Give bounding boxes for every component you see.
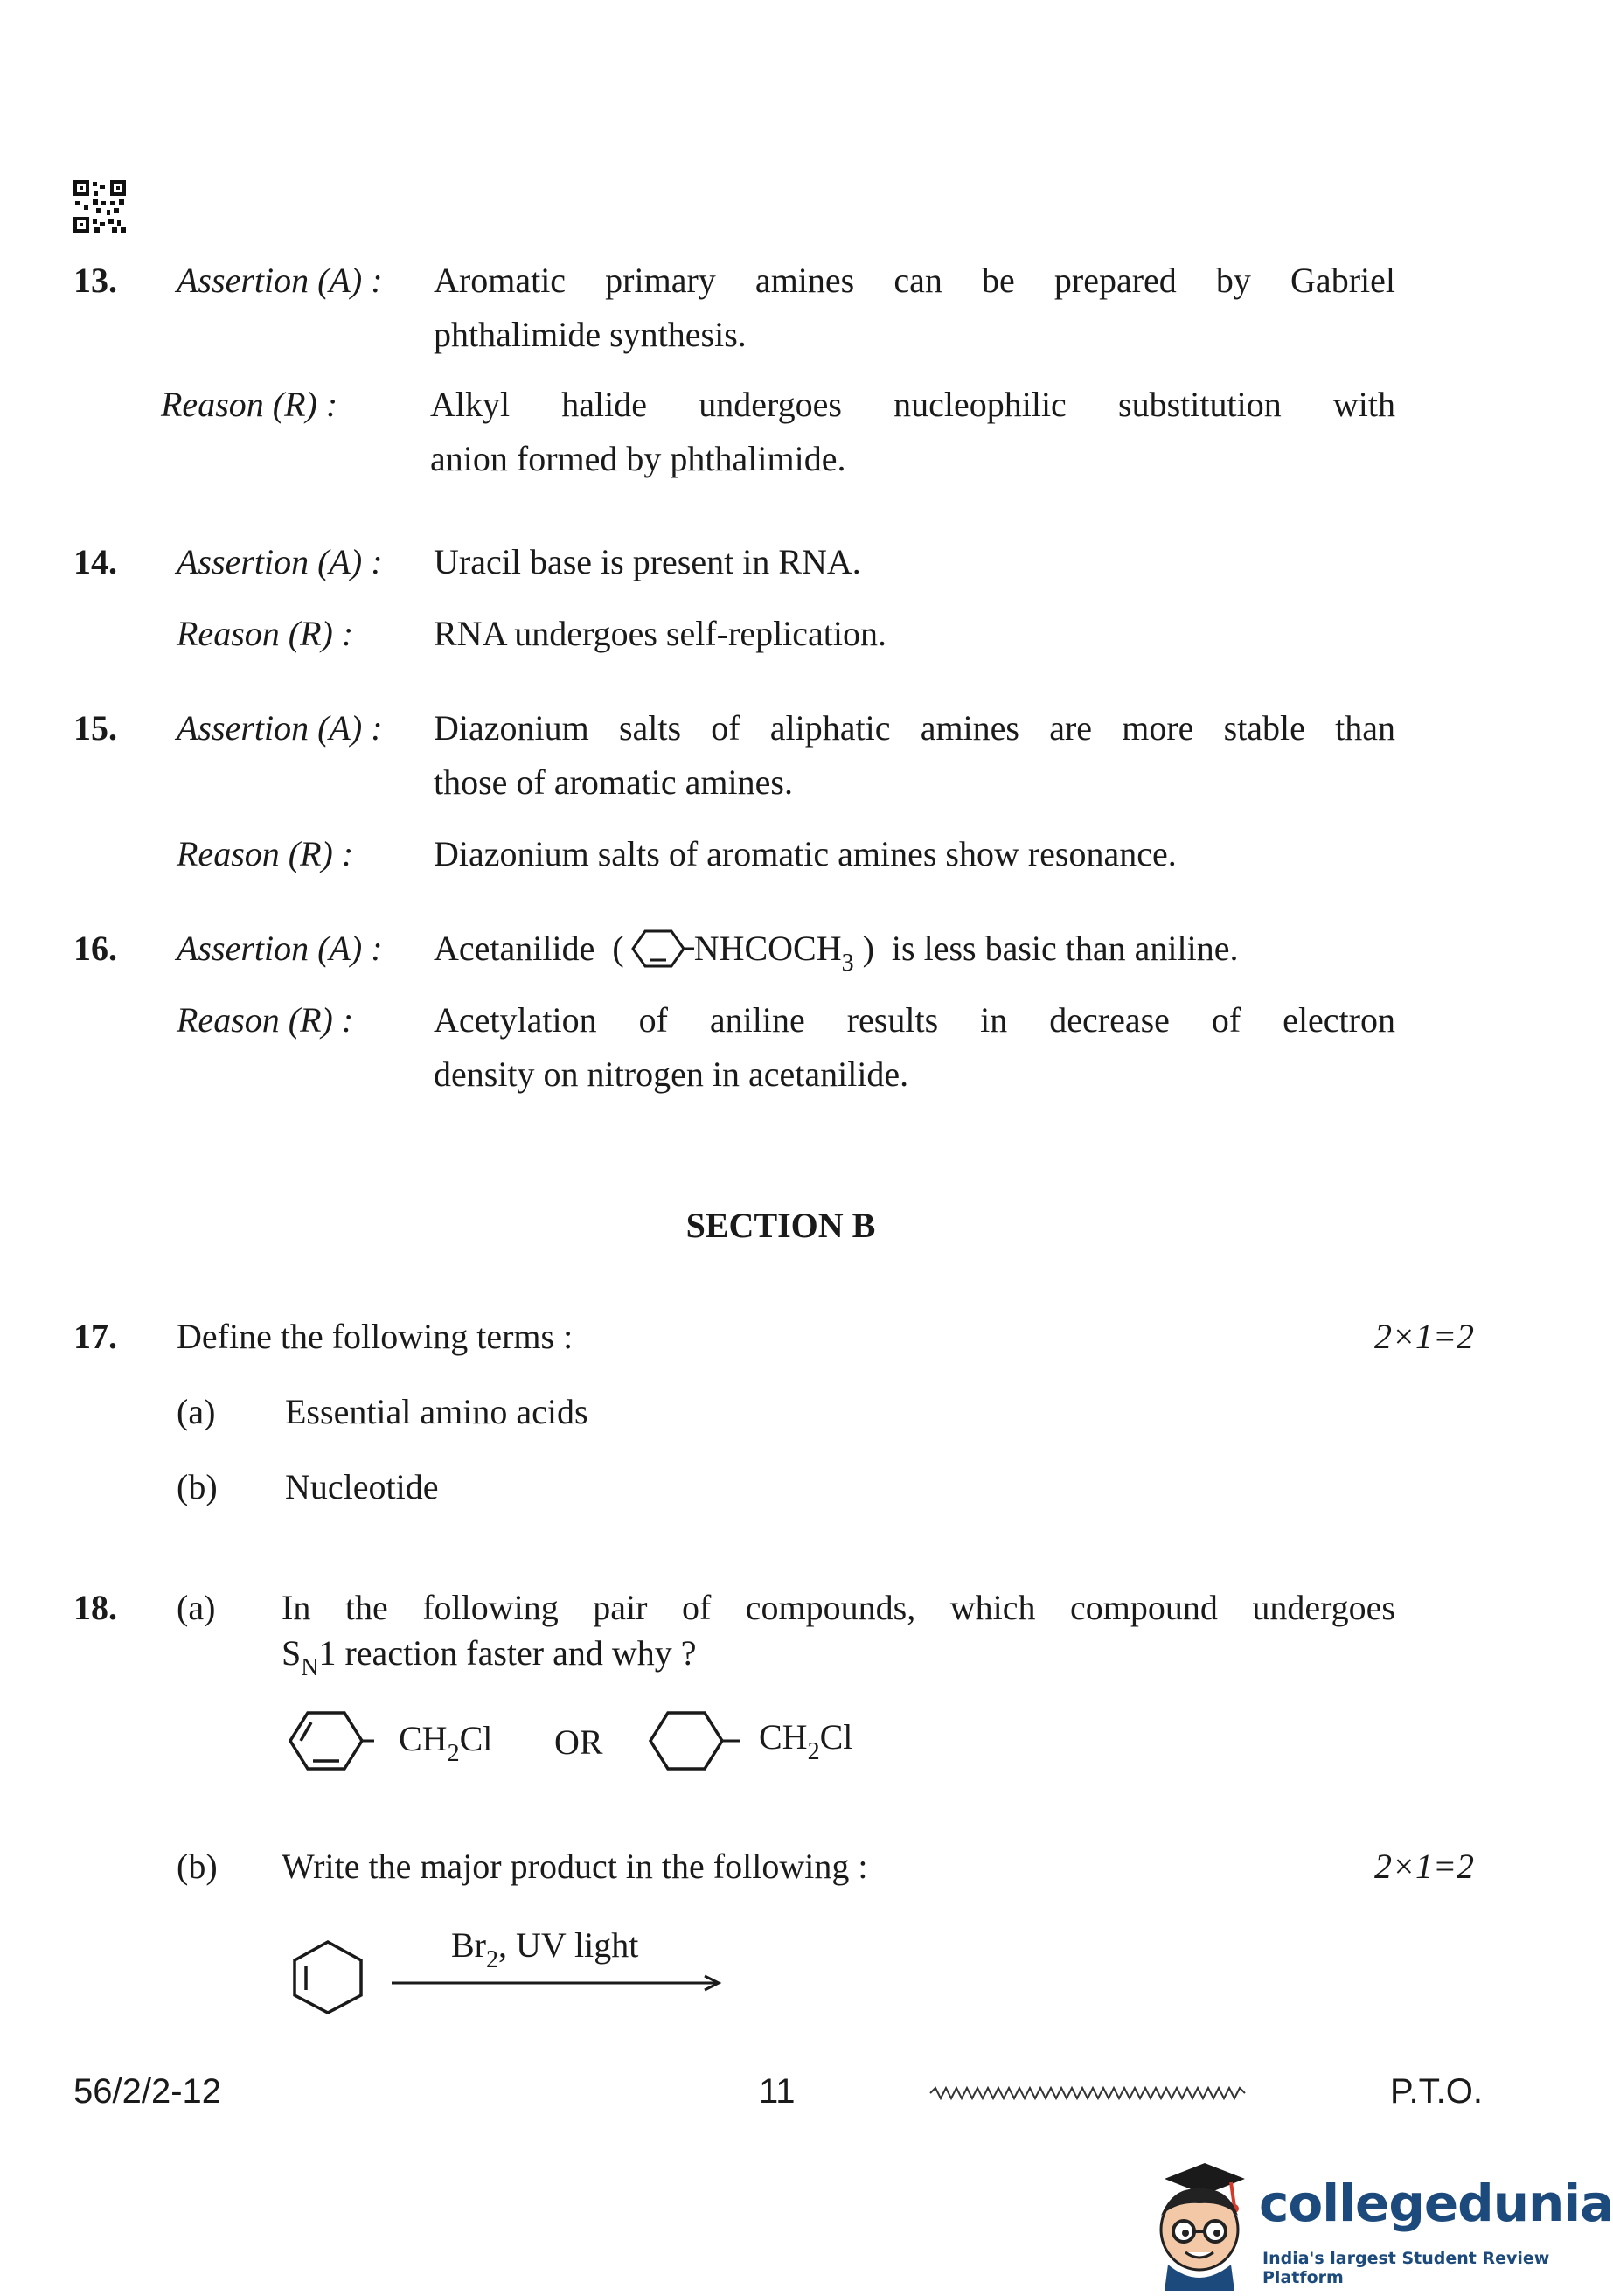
compound-2-subscript: 2 [807, 1738, 820, 1765]
assertion-text: Uracil base is present in RNA. [434, 542, 861, 581]
sn-subscript: N [301, 1654, 319, 1681]
question-text: In the following pair of compounds, which compound undergoes [282, 1588, 1395, 1627]
reagent-br: Br [451, 1925, 486, 1965]
compound-2-ch: CH [759, 1717, 808, 1757]
compound-1-cl: Cl [459, 1719, 493, 1758]
assertion-text: Aromatic primary amines can be prepared by Gabriel [434, 261, 1395, 300]
question-number: 16. [73, 929, 117, 968]
option-label: (b) [177, 1467, 218, 1506]
benzene-ring-icon [633, 929, 694, 969]
question-number: 13. [73, 261, 117, 300]
question-text-cont [282, 1626, 697, 1685]
option-label: (a) [177, 1588, 216, 1627]
assertion-text [434, 922, 1239, 980]
or-text: OR [554, 1722, 603, 1762]
reason-text: Alkyl halide undergoes nucleophilic substitution with [430, 385, 1395, 424]
watermark-tagline: India's largest Student Review Platform [1262, 2249, 1550, 2287]
reason-label: Reason (R) : [177, 834, 354, 873]
sn-rest: 1 reaction faster and why ? [318, 1633, 697, 1673]
reaction-arrow-icon [392, 1972, 724, 1993]
option-label: (b) [177, 1847, 218, 1886]
option-text: Essential amino acids [285, 1392, 588, 1431]
assertion-label: Assertion (A) : [177, 542, 383, 581]
watermark-brand: collegedunia [1259, 2174, 1613, 2233]
cyclohexane-ring-icon [650, 1710, 740, 1771]
mascot-logo-icon [1147, 2160, 1252, 2291]
acetanilide-group-subscript: 3 [841, 950, 854, 977]
reason-label: Reason (R) : [161, 385, 338, 424]
benzene-ring-icon [290, 1710, 374, 1771]
question-text: Write the major product in the following : [282, 1847, 868, 1886]
assertion-text: Diazonium salts of aliphatic amines are more stable than [434, 708, 1395, 748]
option-text: Nucleotide [285, 1467, 439, 1506]
assertion-label: Assertion (A) : [177, 929, 383, 968]
question-number: 15. [73, 708, 117, 748]
qr-code-icon [73, 180, 126, 233]
compound-2-cl: Cl [819, 1717, 853, 1757]
question-number: 18. [73, 1588, 117, 1627]
assertion-text-cont: those of aromatic amines. [434, 762, 793, 802]
sn-s: S [282, 1633, 302, 1673]
assertion-text-pre: Acetanilide [434, 929, 595, 968]
reason-label: Reason (R) : [177, 1000, 354, 1040]
reagent-condition: , UV light [498, 1925, 639, 1965]
close-paren: ) [862, 929, 883, 968]
reason-text-cont: density on nitrogen in acetanilide. [434, 1054, 909, 1094]
reason-text: Acetylation of aniline results in decrease of electron [434, 1000, 1395, 1040]
paper-code: 56/2/2-12 [73, 2072, 222, 2111]
compound-1-subscript: 2 [447, 1740, 460, 1767]
option-label: (a) [177, 1392, 216, 1431]
compound-1-ch: CH [399, 1719, 448, 1758]
pto-label: P.T.O. [1390, 2072, 1483, 2111]
reagent-label [451, 1918, 638, 1977]
marks-label: 2×1=2 [1374, 1847, 1474, 1886]
question-number: 17. [73, 1317, 117, 1356]
methylcyclohexane-ring-icon [290, 1939, 365, 2014]
reason-text: Diazonium salts of aromatic amines show resonance. [434, 834, 1177, 873]
section-heading: SECTION B [685, 1206, 876, 1245]
reason-text: RNA undergoes self-replication. [434, 614, 887, 653]
marks-label: 2×1=2 [1374, 1317, 1474, 1356]
question-number: 14. [73, 542, 117, 581]
assertion-text-post: is less basic than aniline. [891, 929, 1239, 968]
compound-1-formula [399, 1712, 492, 1771]
compound-2-formula [759, 1710, 852, 1769]
wavy-line-icon [930, 2084, 1245, 2102]
assertion-label: Assertion (A) : [177, 708, 383, 748]
page-number: 11 [759, 2072, 796, 2111]
reagent-subscript: 2 [486, 1946, 498, 1973]
reason-label: Reason (R) : [177, 614, 354, 653]
reason-text-cont: anion formed by phthalimide. [430, 439, 846, 478]
assertion-text-cont: phthalimide synthesis. [434, 315, 747, 354]
acetanilide-group: NHCOCH [693, 929, 842, 968]
question-text: Define the following terms : [177, 1317, 574, 1356]
assertion-label: Assertion (A) : [177, 261, 383, 300]
open-paren: ( [603, 929, 624, 968]
